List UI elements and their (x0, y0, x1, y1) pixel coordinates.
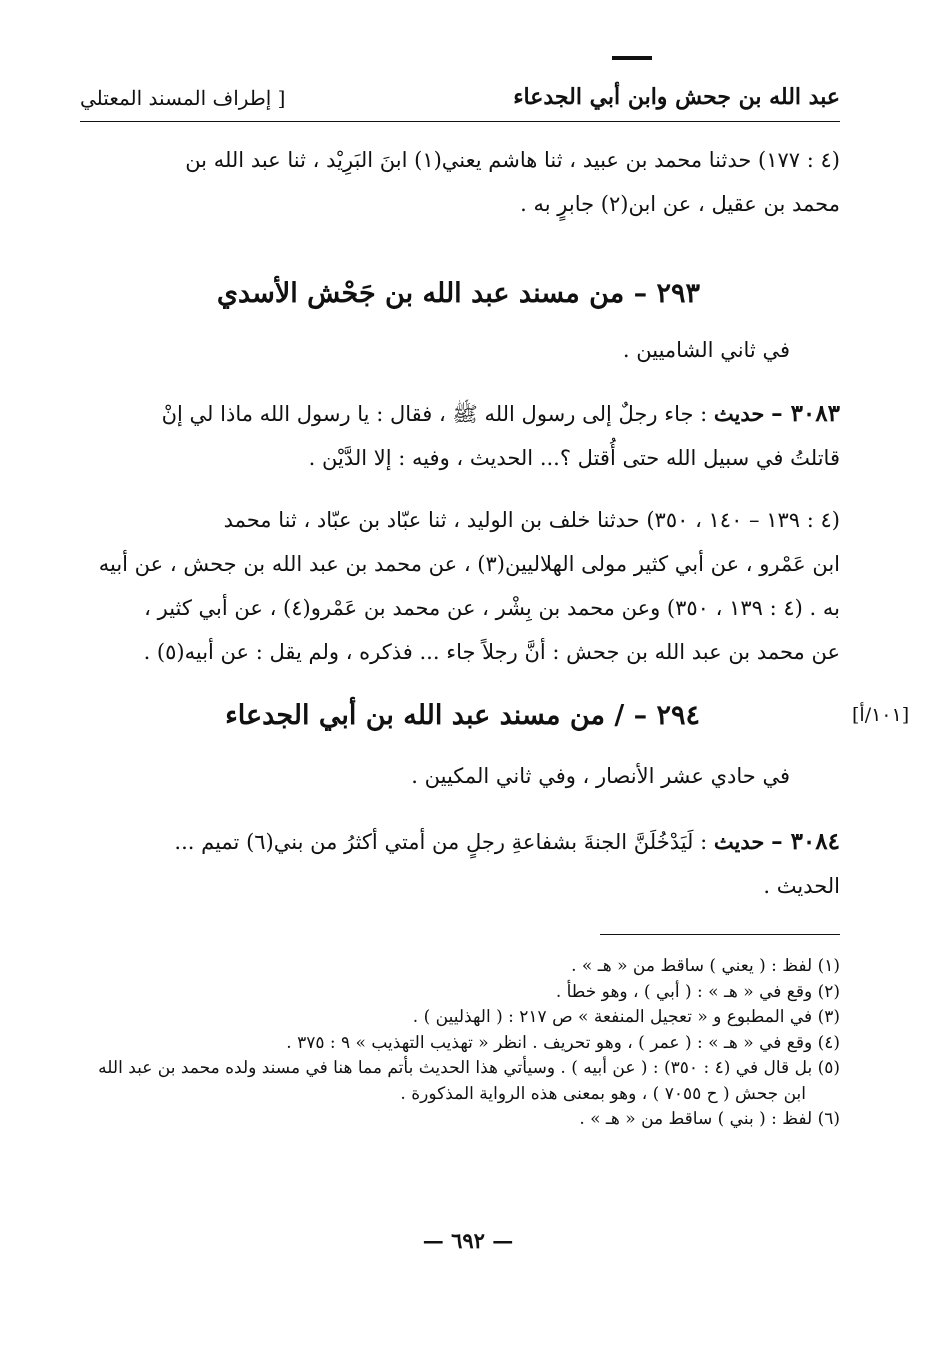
footnote-2: (٢) وقع في « هـ » : ( أبي ) ، وهو خطأ . (555, 981, 840, 1002)
hadith-text: : لَيَدْخُلَنَّ الجنةَ بشفاعةِ رجلٍ من أمتي أكثرُ من بني(٦) تميم ... (174, 830, 708, 854)
hadith-keyword: حديث (713, 829, 765, 854)
footnote-separator (600, 934, 840, 935)
isnad-line-3: به . (٤ : ١٣٩ ، ٣٥٠) وعن محمد بن بِشْر ، عن محمد بن عَمْرو(٤) ، عن أبي كثير ، (144, 596, 840, 620)
isnad-line-1: (٤ : ١٣٩ – ١٤٠ ، ٣٥٠) حدثنا خلف بن الوليد ، ثنا عبّاد بن عبّاد ، ثنا محمد (223, 508, 840, 532)
running-title: عبد الله بن جحش وابن أبي الجدعاء (513, 84, 840, 110)
intro-isnad (80, 138, 840, 226)
isnad-line-4: عن محمد بن عبد الله بن جحش : أنَّ رجلاً جاء ... فذكره ، ولم يقل : عن أبيه(٥) . (143, 640, 840, 664)
section-subtitle-293: في ثاني الشاميين . (622, 338, 790, 362)
page-header (80, 78, 840, 122)
footnote-1: (١) لفظ : ( يعني ) ساقط من « هـ » . (571, 956, 840, 976)
hadith-3083-line-1 (80, 392, 840, 436)
hadith-text: : جاء رجلٌ إلى رسول الله ﷺ ، فقال : يا رسول الله ماذا لي إنْ (161, 402, 708, 426)
footnote-5-continued: ابن جحش ( ح ٧٠٥٥ ) ، وهو بمعنى هذه الرواية المذكورة . (400, 1083, 806, 1104)
section-subtitle-294: في حادي عشر الأنصار ، وفي ثاني المكيين . (411, 764, 790, 788)
hadith-3084 (80, 820, 840, 908)
footnote-3: (٣) في المطبوع و « تعجيل المنفعة » ص ٢١٧ : ( الهذليين ) . (412, 1007, 840, 1027)
section-heading-294: ٢٩٤ – / من مسند عبد الله بن أبي الجدعاء (225, 700, 700, 731)
intro-line-1: (٤ : ١٧٧) حدثنا محمد بن عبيد ، ثنا هاشم يعني(١) ابنَ البَرِيْد ، ثنا عبد الله بن (185, 148, 840, 172)
top-printer-mark (612, 56, 652, 60)
hadith-3083-line-2: قاتلتُ في سبيل الله حتى أُقتل ؟... الحديث ، وفيه : إلا الدَّيْن . (308, 446, 840, 470)
hadith-number: ٣٠٨٤ – (771, 828, 840, 855)
intro-line-2: محمد بن عقيل ، عن ابن(٢) جابرٍ به . (520, 192, 840, 216)
footnote-6: (٦) لفظ : ( بني ) ساقط من « هـ » . (579, 1109, 840, 1129)
hadith-number: ٣٠٨٣ – (771, 400, 840, 427)
footnote-5: (٥) بل قال في (٤ : ٣٥٠) : ( عن أبيه ) . وسيأتي هذا الحديث بأتم مما هنا في مسند ولده محمد بن عبد الله (98, 1058, 840, 1078)
hadith-3084-line-2: الحديث . (763, 874, 840, 898)
isnad-3083 (80, 498, 840, 674)
isnad-line-2: ابن عَمْرو ، عن أبي كثير مولى الهلاليين(٣) ، عن محمد بن عبد الله بن جحش ، عن أبيه (98, 552, 840, 576)
page-number: — ٦٩٢ — (422, 1228, 514, 1253)
footnotes (80, 954, 840, 1133)
footnote-4: (٤) وقع في « هـ » : ( عمر ) ، وهو تحريف . انظر « تهذيب التهذيب » ٩ : ٣٧٥ . (286, 1032, 840, 1053)
book-title: [ إطراف المسند المعتلي (80, 86, 286, 110)
hadith-3083 (80, 392, 840, 480)
section-heading-293: ٢٩٣ – من مسند عبد الله بن جَحْش الأسدي (216, 278, 700, 309)
margin-folio-reference: [١٠١/أ] (852, 704, 910, 726)
hadith-keyword: حديث (713, 401, 765, 426)
hadith-3084-line-1 (80, 820, 840, 864)
header-rule (80, 121, 840, 122)
